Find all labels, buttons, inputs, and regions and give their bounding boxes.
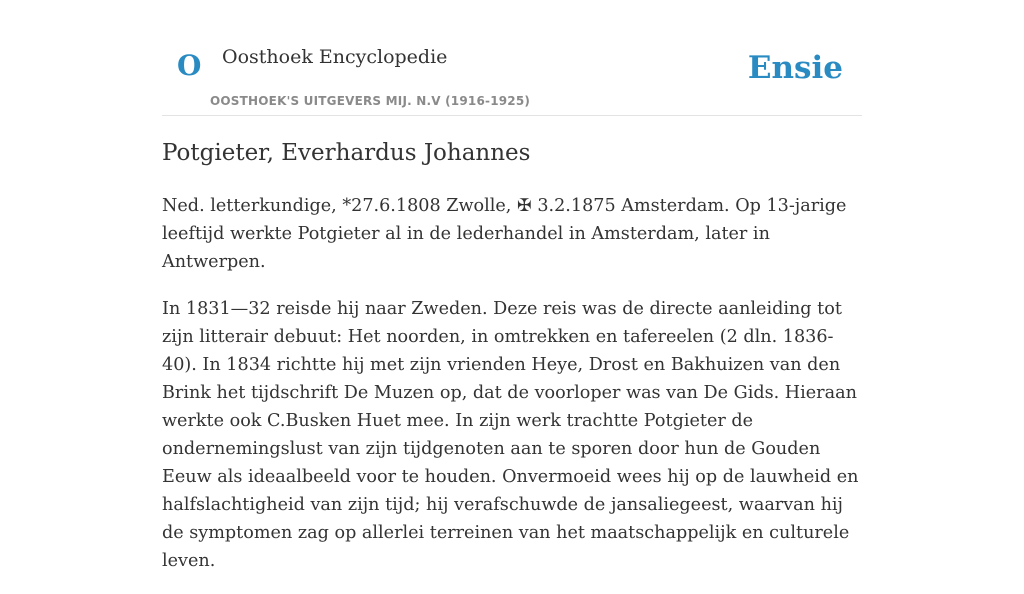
brand-logo[interactable]: Ensie (747, 50, 843, 86)
page (162, 0, 862, 571)
entry-paragraph-1: Ned. letterkundige, *27.6.1808 Zwolle, ✠ 3.2.1875 Amsterdam. Op 13-jarige leeftijd werkte Potgieter al in de lederhandel in Amsterdam, later in Antwerpen. (162, 196, 847, 272)
header (162, 0, 862, 116)
work-title[interactable]: Oosthoek Encyclopedie (222, 46, 448, 68)
entry-paragraph-2: In 1831—32 reisde hij naar Zweden. Deze reis was de directe aanleiding tot zijn litterair debuut: Het noorden, in omtrekken en tafereelen (2 dln. 1836-40). In 1834 richtte hij met zijn vrienden Heye, Drost en Bakhuizen van den Brink het tijdschrift De Muzen op, dat de voorloper was van De Gids. Hieraan werkte ook C.Busken Huet mee. In zijn werk trachtte Potgieter de ondernemingslust van zijn tijdgenoten aan te sporen door hun de Gouden Eeuw als ideaalbeeld voor te houden. Onvermoeid wees hij op de lauwheid en halfslachtigheid van zijn tijd; hij verafschuwde de jansaliegeest, waarvan hij de symptomen zag op allerlei terreinen van het maatschappelijk en culturele leven. (162, 299, 859, 571)
entry-body (162, 192, 862, 594)
publisher-label: OOSTHOEK'S UITGEVERS MIJ. N.V (1916-1925) (210, 94, 531, 108)
entry-title: Potgieter, Everhardus Johannes (162, 140, 531, 166)
logo-letter[interactable]: O (177, 49, 202, 82)
